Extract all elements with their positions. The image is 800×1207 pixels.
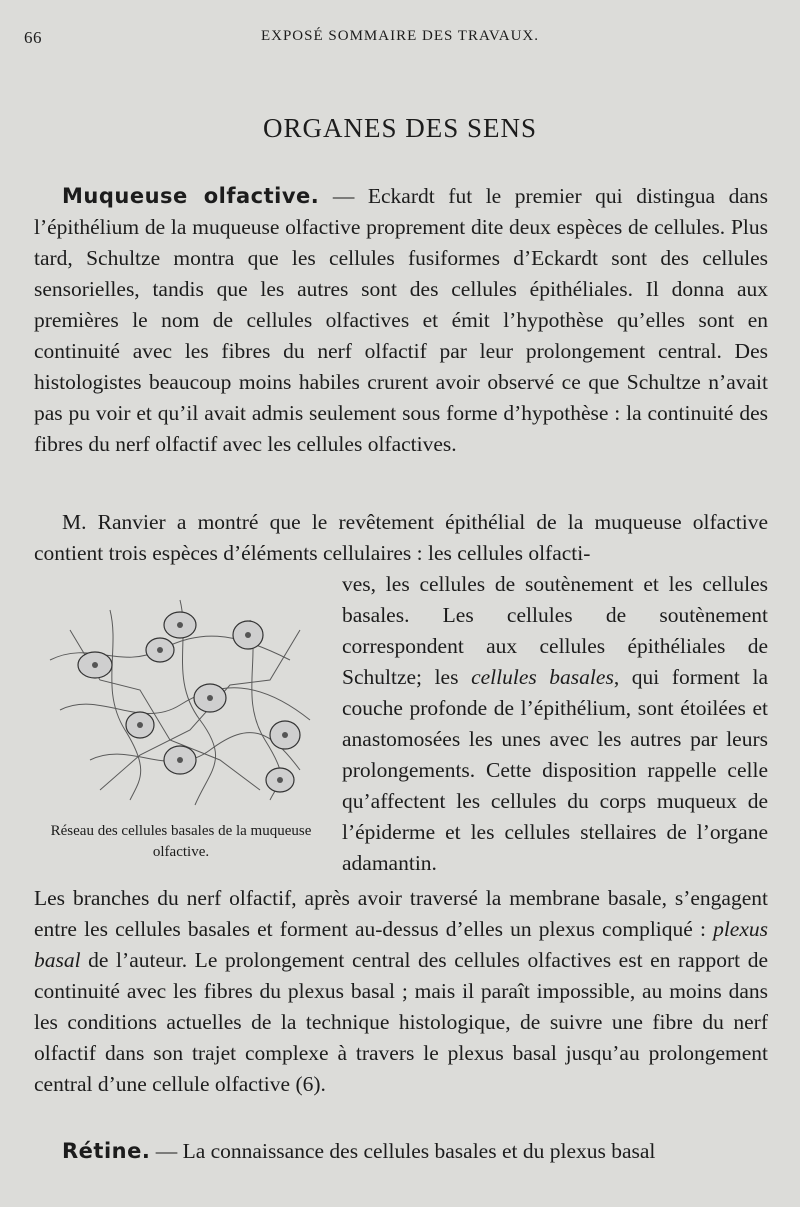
paragraph-retine xyxy=(34,1136,768,1167)
runin-heading-retine: Rétine. xyxy=(62,1139,151,1163)
paragraph-3-emphasis: plexus basal xyxy=(34,917,768,972)
paragraph-2-emphasis: cellules basales xyxy=(471,665,614,689)
section-title: ORGANES DES SENS xyxy=(262,113,538,143)
basal-cells-network-drawing xyxy=(30,590,330,810)
runin-heading-muqueuse: Muqueuse olfactive. xyxy=(62,184,320,208)
figure-caption: Réseau des cellules basales de la muqueuse olfactive. xyxy=(50,823,312,860)
paragraph-4-text: — La connaissance des cellules basales et du plexus basal xyxy=(150,1139,656,1163)
paragraph-ranvier-top: M. Ranvier a montré que le revêtement épithélial de la muqueuse olfactive contient trois espèces d’éléments cellulaires : les cellules olfacti- xyxy=(34,510,768,565)
paragraph-muqueuse-olfactive xyxy=(34,181,768,460)
page-number: 66 xyxy=(24,28,42,47)
paragraph-1-text: — Eckardt fut le premier qui distingua dans l’épithélium de la muqueuse olfactive proprement dite deux espèces de cellules. Plus tard, Schultze montra que les cellules fusiformes d’Eckardt sont des cellules sensorielles, tandis que les autres sont des cellules épithéliales. Il donna aux premières le nom de cellules olfactives et émit l’hypothèse qu’elles sont en continuité avec les fibres du nerf olfactif par leur prolongement central. Des histologistes beaucoup moins habiles crurent avoir observé ce que Schultze n’avait pas pu voir et qu’il avait admis seulement sous forme d’hypothèse : la continuité des fibres du nerf olfactif avec les cellules olfactives. xyxy=(34,184,768,456)
paragraph-3-text-b: de l’auteur. Le prolongement central des cellules olfactives est en rapport de continuité avec les fibres du plexus basal ; mais il paraît impossible, au moins dans les conditions actuelles de la technique histologique, de suivre une fibre du nerf olfactif dans son trajet complexe à travers le plexus basal jusqu’au prolongement central d’une cellule olfactive (6). xyxy=(34,948,768,1096)
paragraph-ranvier-wrap xyxy=(342,569,768,879)
page-header xyxy=(24,28,776,56)
paragraph-3-text-a: Les branches du nerf olfactif, après avoir traversé la membrane basale, s’engagent entre les cellules basales et forment au-dessus d’elles un plexus compliqué : xyxy=(34,886,768,941)
paragraph-2-wrap-b: , qui forment la couche profonde de l’épithélium, sont étoilées et anastomosées les unes avec les autres par leurs prolongements. Cette disposition rappelle celle qu’affectent les cellules du corps muqueux de l’épiderme et les cellules stellaires de l’organe adamantin. xyxy=(342,665,768,875)
figure-basal-cells-illustration xyxy=(30,590,330,810)
paragraph-nerf-olfactif xyxy=(34,883,768,1100)
running-head: EXPOSÉ SOMMAIRE DES TRAVAUX. xyxy=(260,28,540,44)
paragraph-2-wrap-a: ves, les cellules de soutènement et les cellules basales. Les cellules de soutènement correspondent aux cellules épithéliales de Schultze; les xyxy=(342,572,768,689)
